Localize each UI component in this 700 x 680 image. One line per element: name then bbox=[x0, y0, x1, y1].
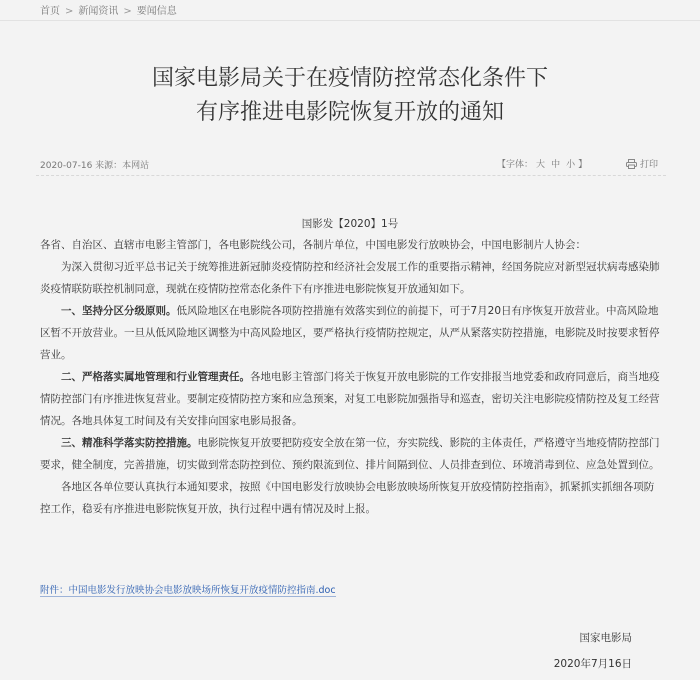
intro-paragraph: 为深入贯彻习近平总书记关于统筹推进新冠肺炎疫情防控和经济社会发展工作的重要指示精神，经国务院应对新型冠状病毒感染肺炎疫情联防联控机制同意，现就在疫情防控常态化条件下有序推进电影院恢复开放通知如下。 bbox=[40, 261, 660, 295]
section-heading: 二、严格落实属地管理和行业管理责任。 bbox=[61, 371, 250, 383]
print-label: 打印 bbox=[639, 160, 658, 170]
font-size-large-button[interactable]: 大 bbox=[536, 160, 546, 170]
issue-date: 2020年7月16日 bbox=[553, 658, 632, 670]
breadcrumb-home[interactable]: 首页 bbox=[40, 6, 60, 17]
section-text: 低风险地区在电影院各项防控措施有效落实到位的前提下，可于7月20日有序恢复开放营业。中高风险地区暂不开放营业。一旦从低风险地区调整为中高风险地区，要严格执行疫情防控规定，从严从紧落实防控措施，电影院及时按要求暂停营业。 bbox=[40, 305, 660, 361]
section-paragraph bbox=[40, 300, 662, 366]
page-title-line-2: 有序推进电影院恢复开放的通知 bbox=[195, 100, 504, 125]
font-size-label: 【字体： bbox=[497, 160, 534, 170]
signature: 国家电影局 bbox=[579, 632, 632, 644]
section-paragraph bbox=[40, 366, 662, 432]
salutation: 各省、自治区、直辖市电影主管部门，各电影院线公司，各制片单位，中国电影发行放映协会，中国电影制片人协会： bbox=[40, 239, 586, 251]
attachment-link[interactable]: 附件：中国电影发行放映协会电影放映场所恢复开放疫情防控指南.doc bbox=[40, 585, 336, 596]
attachment bbox=[40, 582, 336, 596]
section-heading: 三、精准科学落实防控措施。 bbox=[61, 437, 198, 449]
font-size-small-button[interactable]: 小 bbox=[566, 160, 576, 170]
section-heading: 一、坚持分区分级原则。 bbox=[61, 305, 177, 317]
closing-paragraph: 各地区各单位要认真执行本通知要求，按照《中国电影发行放映协会电影放映场所恢复开放疫情防控指南》，抓紧抓实抓细各项防控工作，稳妥有序推进电影院恢复开放，执行过程中遇有情况及时上报。 bbox=[40, 481, 655, 515]
font-size-label-end: 】 bbox=[578, 160, 588, 170]
meta-divider bbox=[36, 175, 666, 176]
page-title-line-1: 国家电影局关于在疫情防控常态化条件下 bbox=[151, 66, 548, 91]
font-size-medium-button[interactable]: 中 bbox=[551, 160, 561, 170]
breadcrumb bbox=[40, 5, 177, 19]
article-body bbox=[40, 234, 662, 520]
print-button[interactable] bbox=[626, 157, 658, 170]
breadcrumb-divider bbox=[0, 20, 700, 21]
section-text: 电影院恢复开放要把防疫安全放在第一位，夯实院线、影院的主体责任，严格遵守当地疫情防控部门要求，健全制度，完善措施，切实做到常态防控到位、预约限流到位、排片间隔到位、人员排查到位、环境消毒到位、应急处置到位。 bbox=[40, 437, 660, 471]
breadcrumb-news[interactable]: 新闻资讯 bbox=[78, 6, 119, 17]
document-number: 国影发【2020】1号 bbox=[301, 218, 399, 230]
section-paragraph bbox=[40, 432, 662, 476]
breadcrumb-headlines[interactable]: 要闻信息 bbox=[136, 6, 177, 17]
article-tools bbox=[497, 157, 658, 170]
page-title bbox=[0, 62, 700, 130]
printer-icon bbox=[626, 159, 637, 169]
breadcrumb-separator: > bbox=[123, 6, 132, 17]
breadcrumb-separator: > bbox=[65, 6, 74, 17]
article-meta: 2020-07-16 来源：本网站 bbox=[40, 161, 150, 171]
section-text: 各地电影主管部门将关于恢复开放电影院的工作安排报当地党委和政府同意后，商当地疫情防控部门有序推进恢复营业。要制定疫情防控方案和应急预案，对复工电影院加强指导和巡查，密切关注电影院疫情防控及复工经营情况。各地具体复工时间及有关安排向国家电影局报备。 bbox=[40, 371, 660, 427]
